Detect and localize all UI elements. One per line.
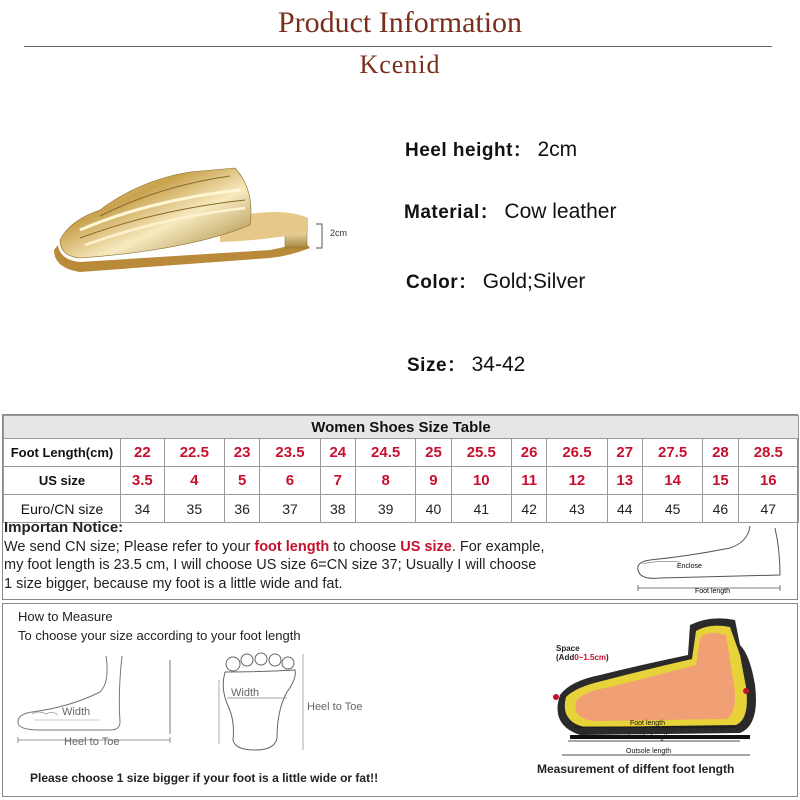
space-annotation bbox=[556, 644, 609, 662]
page-title: Product Information bbox=[277, 6, 523, 39]
top-heel-to-toe-label: Heel to Toe bbox=[307, 701, 363, 713]
space-add-text: (Add bbox=[556, 653, 575, 662]
side-width-label: Width bbox=[62, 706, 91, 718]
foot-length-diagram bbox=[630, 520, 795, 598]
spec-size bbox=[407, 350, 525, 377]
table-cell: 22.5 bbox=[164, 439, 224, 467]
table-cell: 6 bbox=[260, 467, 320, 495]
title-divider bbox=[24, 46, 772, 47]
important-notice bbox=[4, 519, 624, 593]
notice-text: We send CN size; Please refer to your bbox=[4, 538, 255, 555]
side-heel-to-toe-label: Heel to Toe bbox=[64, 736, 120, 748]
notice-highlight: foot length bbox=[254, 538, 330, 555]
table-cell: 39 bbox=[355, 495, 415, 523]
table-cell: 23 bbox=[224, 439, 259, 467]
spec-heel-height bbox=[405, 135, 577, 162]
top-width-label: Width bbox=[231, 687, 260, 699]
spec-material bbox=[404, 197, 616, 224]
table-cell: 3.5 bbox=[121, 467, 165, 495]
spec-color bbox=[406, 267, 585, 294]
spec-label: Material： bbox=[404, 202, 500, 223]
space-label: Space bbox=[556, 644, 580, 653]
table-row bbox=[4, 439, 799, 467]
table-cell: 36 bbox=[224, 495, 259, 523]
table-cell: 37 bbox=[260, 495, 320, 523]
table-cell: 10 bbox=[451, 467, 511, 495]
spec-value: 34-42 bbox=[471, 353, 526, 376]
outsole-length-label: Outsole length bbox=[626, 748, 672, 755]
insole-length-label: Lnsole length bbox=[628, 734, 670, 741]
table-cell: 26 bbox=[511, 439, 546, 467]
foot-length-label: Foot length bbox=[630, 720, 666, 727]
measure-subtitle: To choose your size according to your foot length bbox=[18, 628, 301, 643]
notice-line-3: 1 size bigger, because my foot is a little wide and fat. bbox=[4, 575, 343, 592]
size-table-title: Women Shoes Size Table bbox=[4, 416, 799, 439]
spec-value: Cow leather bbox=[504, 200, 617, 223]
table-cell: 12 bbox=[547, 467, 607, 495]
spec-label: Heel height： bbox=[405, 140, 533, 161]
table-cell: 43 bbox=[547, 495, 607, 523]
table-cell: 11 bbox=[511, 467, 546, 495]
notice-title: Importan Notice: bbox=[4, 519, 124, 536]
table-cell: 15 bbox=[703, 467, 738, 495]
diagram-foot-length-label: Foot length bbox=[695, 588, 731, 595]
table-cell: 35 bbox=[164, 495, 224, 523]
table-cell: 5 bbox=[224, 467, 259, 495]
table-cell: 28.5 bbox=[738, 439, 798, 467]
size-table bbox=[3, 415, 799, 523]
table-cell: 46 bbox=[703, 495, 738, 523]
spec-label: Size： bbox=[407, 355, 467, 376]
table-cell: 38 bbox=[320, 495, 355, 523]
space-close-text: ) bbox=[606, 653, 609, 662]
notice-line-2: my foot length is 23.5 cm, I will choose US size 6=CN size 37; Usually I will choose bbox=[4, 557, 537, 573]
measurement-caption: Measurement of diffent foot length bbox=[537, 762, 735, 776]
spec-value: Gold;Silver bbox=[482, 270, 586, 293]
measure-title: How to Measure bbox=[18, 609, 113, 624]
row-label: Euro/CN size bbox=[4, 495, 121, 523]
space-range-line bbox=[556, 653, 609, 662]
table-cell: 7 bbox=[320, 467, 355, 495]
table-cell: 28 bbox=[703, 439, 738, 467]
table-cell: 8 bbox=[355, 467, 415, 495]
table-cell: 22 bbox=[121, 439, 165, 467]
table-cell: 45 bbox=[642, 495, 702, 523]
brand-name: Kcenid bbox=[359, 50, 441, 79]
table-cell: 23.5 bbox=[260, 439, 320, 467]
table-cell: 26.5 bbox=[547, 439, 607, 467]
table-cell: 44 bbox=[607, 495, 642, 523]
table-cell: 24.5 bbox=[355, 439, 415, 467]
row-label: US size bbox=[4, 467, 121, 495]
table-cell: 27 bbox=[607, 439, 642, 467]
table-cell: 9 bbox=[416, 467, 451, 495]
spec-value: 2cm bbox=[537, 138, 578, 161]
notice-text: to choose bbox=[329, 538, 401, 555]
row-label: Foot Length(cm) bbox=[4, 439, 121, 467]
heel-dimension-label: 2cm bbox=[330, 228, 348, 238]
table-cell: 4 bbox=[164, 467, 224, 495]
shoe-cross-section-diagram bbox=[540, 615, 780, 765]
table-cell: 40 bbox=[416, 495, 451, 523]
diagram-enclose-label: Enclose bbox=[677, 563, 702, 570]
table-cell: 25 bbox=[416, 439, 451, 467]
table-cell: 27.5 bbox=[642, 439, 702, 467]
notice-highlight: US size bbox=[400, 538, 452, 555]
table-cell: 16 bbox=[738, 467, 798, 495]
gold-mule-shoe-image bbox=[40, 150, 340, 280]
table-cell: 41 bbox=[451, 495, 511, 523]
table-row bbox=[4, 467, 799, 495]
side-foot-diagram bbox=[10, 652, 190, 752]
measure-footer-note: Please choose 1 size bigger if your foot is a little wide or fat!! bbox=[30, 771, 379, 785]
table-cell: 24 bbox=[320, 439, 355, 467]
table-cell: 42 bbox=[511, 495, 546, 523]
table-cell: 47 bbox=[738, 495, 798, 523]
table-cell: 13 bbox=[607, 467, 642, 495]
top-foot-diagram bbox=[215, 650, 395, 755]
space-range: 0~1.5cm bbox=[574, 653, 607, 662]
notice-text: . For example, bbox=[451, 538, 545, 555]
table-cell: 25.5 bbox=[451, 439, 511, 467]
table-cell: 34 bbox=[121, 495, 165, 523]
table-cell: 14 bbox=[642, 467, 702, 495]
spec-label: Color： bbox=[406, 272, 478, 293]
notice-line-1 bbox=[4, 538, 624, 557]
